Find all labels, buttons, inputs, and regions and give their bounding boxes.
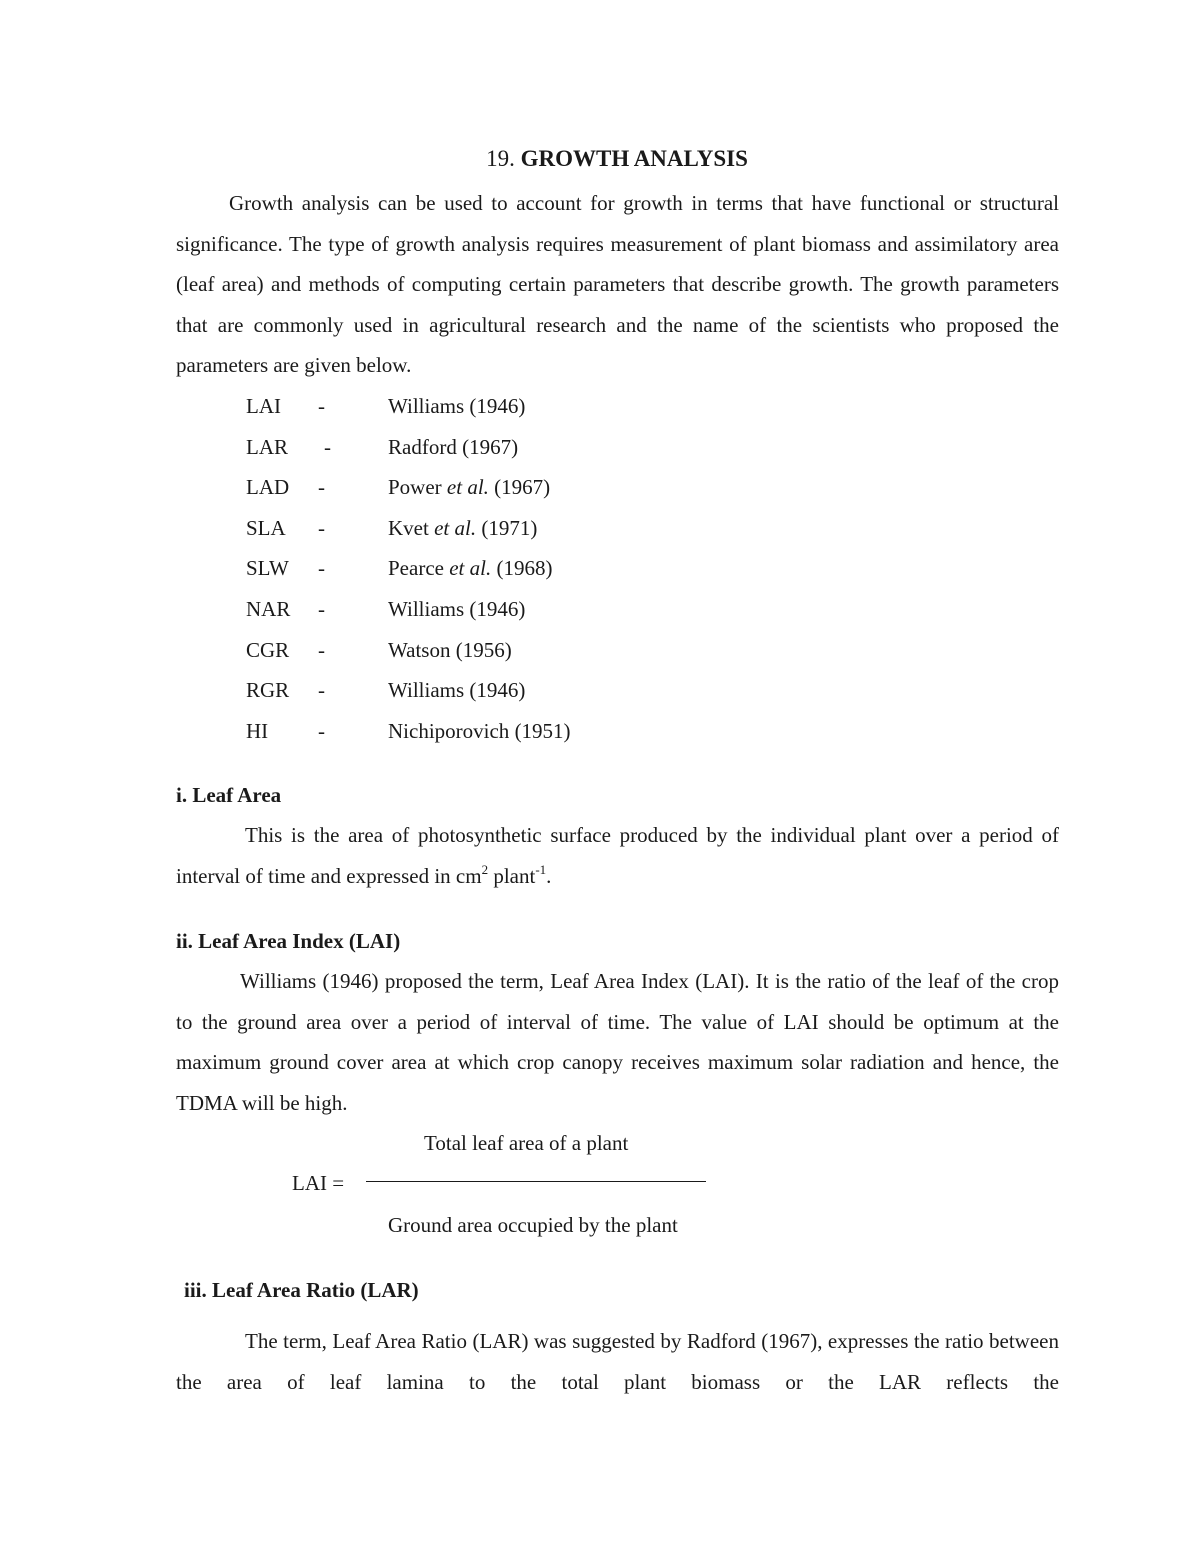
title-number: 19.: [486, 146, 515, 171]
parameter-dash: -: [318, 556, 325, 581]
author-etal: et al.: [449, 556, 492, 581]
parameter-author: [388, 670, 525, 711]
author-year: (1946): [469, 596, 526, 621]
parameter-author: [388, 508, 537, 549]
parameter-abbr: LAR: [246, 434, 288, 459]
title-text: GROWTH ANALYSIS: [520, 146, 748, 171]
author-name: Pearce: [388, 556, 444, 581]
author-name: Williams: [388, 678, 465, 703]
parameter-dash: -: [318, 394, 325, 418]
author-etal: et al.: [434, 515, 477, 540]
lar-paragraph: The term, Leaf Area Ratio (LAR) was suggested by Radford (1967), expresses the ratio between the area of leaf lamina to the total plant biomass or the LAR reflects the: [176, 1329, 1059, 1394]
parameter-author: [388, 386, 525, 427]
parameter-abbr: SLW: [246, 556, 289, 581]
leaf-area-unit: plant: [488, 863, 536, 888]
parameter-abbr: NAR: [246, 596, 291, 621]
leaf-area-period: .: [546, 863, 552, 888]
parameter-author: [388, 467, 550, 508]
author-year: (1956): [455, 637, 512, 662]
author-year: (1971): [481, 515, 538, 540]
author-year: (1946): [469, 394, 526, 418]
lai-paragraph: Williams (1946) proposed the term, Leaf Area Index (LAI). It is the ratio of the leaf of the crop to the ground area over a period of interval of time. The value of LAI should be optimum at the maximum ground cover area at which crop canopy receives maximum solar radiation and hence, the TDMA will be high.: [176, 969, 1059, 1115]
author-name: Kvet: [388, 515, 429, 540]
author-year: (1967): [494, 475, 551, 500]
parameter-abbr: LAD: [246, 475, 290, 500]
author-name: Radford: [388, 434, 457, 459]
parameter-dash: -: [318, 596, 325, 621]
leaf-area-paragraph: [176, 815, 1059, 896]
fraction-bar: [366, 1181, 706, 1182]
lai-formula: [0, 1125, 1200, 1245]
leaf-area-text: This is the area of photosynthetic surface produced by the individual plant over a period of interval of time and expressed in cm: [176, 823, 1059, 888]
parameter-dash: -: [318, 475, 325, 500]
parameter-author: [388, 589, 525, 630]
author-year: (1951): [514, 718, 571, 743]
parameter-author: [388, 711, 571, 752]
section-heading-lar: iii. Leaf Area Ratio (LAR): [184, 1278, 419, 1302]
formula-numerator: Total leaf area of a plant: [424, 1131, 629, 1155]
formula-denominator: Ground area occupied by the plant: [388, 1213, 678, 1237]
formula-lhs: LAI =: [292, 1171, 345, 1195]
section-heading-lai: ii. Leaf Area Index (LAI): [176, 929, 401, 953]
author-year: (1968): [496, 556, 553, 581]
author-year: (1967): [462, 434, 519, 459]
intro-paragraph: Growth analysis can be used to account for growth in terms that have functional or structural significance. The type of growth analysis requires measurement of plant biomass and assimilatory area (leaf area) and methods of computing certain parameters that describe growth. The growth parameters that are commonly used in agricultural research and the name of the scientists who proposed the parameters are given below.: [176, 191, 1059, 377]
author-name: Williams: [388, 394, 465, 418]
author-etal: et al.: [446, 475, 489, 500]
parameter-dash: -: [324, 434, 331, 459]
author-year: (1946): [469, 678, 526, 703]
parameter-dash: -: [318, 678, 325, 703]
parameter-abbr: LAI: [246, 394, 281, 418]
parameter-abbr: SLA: [246, 515, 286, 540]
superscript-minus-1: -1: [535, 861, 547, 877]
author-name: Power: [388, 475, 442, 500]
section-heading-leaf-area: i. Leaf Area: [176, 783, 282, 807]
author-name: Watson: [388, 637, 451, 662]
author-name: Nichiporovich: [388, 718, 510, 743]
parameter-abbr: HI: [246, 718, 269, 743]
parameter-dash: -: [318, 718, 325, 743]
author-name: Williams: [388, 596, 465, 621]
parameter-author: [388, 427, 518, 468]
parameter-abbr: RGR: [246, 678, 290, 703]
page-title: [0, 143, 1200, 175]
parameter-abbr: CGR: [246, 637, 290, 662]
parameter-author: [388, 630, 512, 671]
parameter-dash: -: [318, 515, 325, 540]
superscript-2: 2: [481, 861, 489, 877]
parameter-author: [388, 548, 552, 589]
parameter-dash: -: [318, 637, 325, 662]
